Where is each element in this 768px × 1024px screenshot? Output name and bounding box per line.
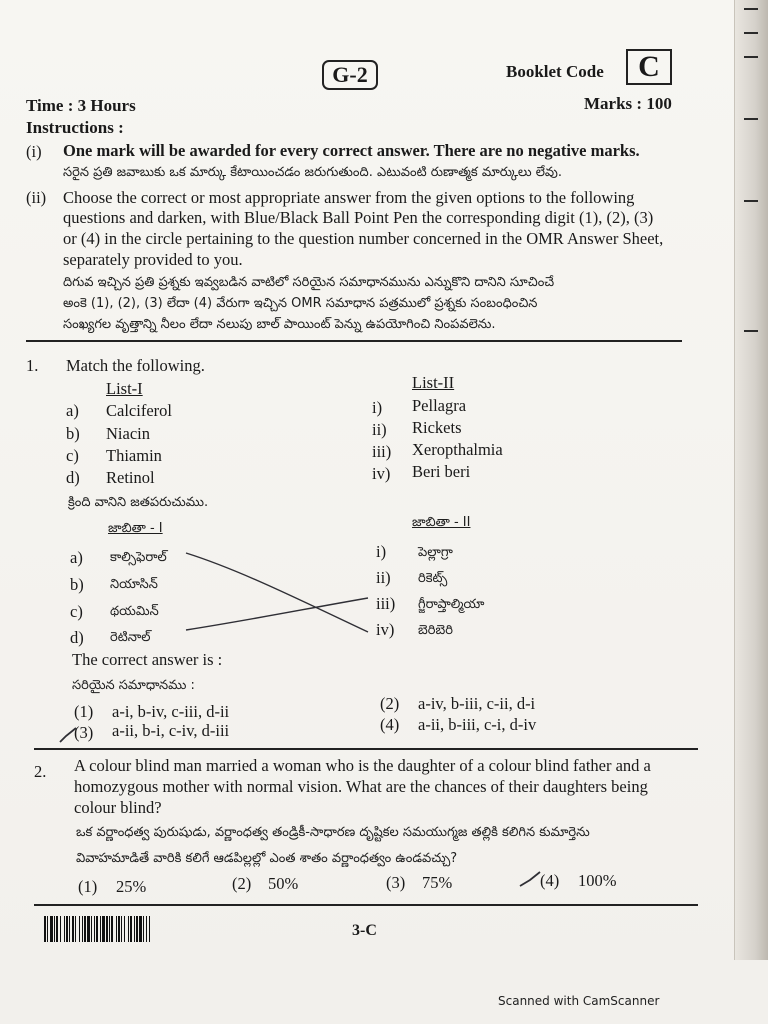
list-2-key: iii) [372, 442, 392, 461]
question-stem-telugu: క్రింది వానిని జతపరుచుము. [68, 495, 209, 510]
option-key: (3) [386, 873, 406, 892]
list-1-key: d) [66, 468, 80, 487]
list-1-key: a) [66, 401, 79, 420]
page-number: 3-C [352, 922, 377, 939]
list-1-item-telugu: కాల్సిఫెరాల్ [110, 550, 167, 565]
list-2-title-telugu: జాబితా - II [412, 515, 471, 530]
list-1-key: c) [70, 602, 83, 621]
correct-answer-label-telugu: సరియైన సమాధానము : [72, 678, 195, 693]
list-2-item-telugu: పెల్లాగ్రా [418, 545, 453, 560]
list-2-title: List-II [412, 373, 455, 392]
list-1-item-telugu: థయమిన్ [110, 604, 159, 619]
list-1-item: Retinol [106, 468, 155, 487]
list-1-key: c) [66, 446, 79, 465]
option-text: 75% [422, 873, 453, 892]
list-2-key: i) [376, 542, 387, 561]
option-text: 25% [116, 877, 147, 896]
exam-time: Time : 3 Hours [26, 96, 136, 115]
option-key: (1) [78, 877, 98, 896]
instructions-title: Instructions : [26, 118, 124, 137]
question-stem: Match the following. [66, 356, 205, 375]
instruction-text: One mark will be awarded for every correct answer. There are no negative marks. [63, 141, 640, 160]
list-2-item: Xeropthalmia [412, 440, 503, 459]
list-1-title: List-I [106, 379, 143, 398]
list-2-item: Beri beri [412, 462, 471, 481]
instruction-text-telugu: అంకె (1), (2), (3) లేదా (4) వేరుగా ఇచ్చిన OMR సమాధాన పత్రములో ప్రశ్నకు సంబంధించిన [63, 296, 538, 311]
correct-answer-label: The correct answer is : [72, 650, 223, 669]
list-2-key: iv) [372, 464, 391, 483]
option-text: a-ii, b-iii, c-i, d-iv [418, 715, 537, 734]
list-2-key: ii) [372, 420, 387, 439]
question-text: colour blind? [74, 798, 162, 817]
booklet-code: C [626, 49, 672, 85]
list-2-item: Rickets [412, 418, 462, 437]
instruction-number: (ii) [26, 188, 47, 207]
instruction-text-telugu: సంఖ్యగల వృత్తాన్ని నీలం లేదా నలుపు బాల్ పాయింట్ పెన్ను ఉపయోగించి నింపవలెను. [63, 317, 496, 332]
instruction-text: questions and darken, with Blue/Black Ball Point Pen the corresponding digit (1), (2), (3) [63, 208, 654, 227]
option-key: (4) [540, 871, 560, 890]
option-key: (3) [74, 723, 94, 742]
list-2-item-telugu: బెరిబెరి [418, 623, 453, 638]
option-text: a-i, b-iv, c-iii, d-ii [112, 702, 230, 721]
question-divider [34, 748, 698, 750]
list-2-item-telugu: గ్జీరాప్తాల్మియా [418, 597, 485, 612]
instruction-text-telugu: దిగువ ఇచ్చిన ప్రతి ప్రశ్నకు ఇవ్వబడిన వాటిలో సరియైన సమాధానమును ఎన్నుకొని దానిని సూచించే [63, 275, 555, 290]
option-key: (2) [232, 874, 252, 893]
paper-code: G-2 [322, 60, 378, 90]
list-1-item: Niacin [106, 424, 150, 443]
exam-marks: Marks : 100 [584, 94, 672, 113]
list-1-key: a) [70, 548, 83, 567]
list-1-item: Calciferol [106, 401, 172, 420]
option-text: 100% [578, 871, 617, 890]
option-key: (1) [74, 702, 94, 721]
question-text-telugu: ఒక వర్ణాంధత్వ పురుషుడు, వర్ణాంధత్వ తండ్రికీ-సాధారణ దృష్టికల సమయుగ్మజ తల్లికి కలిగిన కుమార్తెను [76, 825, 590, 840]
list-1-item-telugu: రెటినాల్ [110, 630, 151, 645]
instruction-number: (i) [26, 142, 42, 161]
instruction-text-telugu: సరైన ప్రతి జవాబుకు ఒక మార్కు కేటాయించడం జరుగుతుంది. ఎటువంటి రుణాత్మక మార్కులు లేవు. [63, 165, 563, 180]
list-2-key: iv) [376, 620, 395, 639]
option-text: a-iv, b-iii, c-ii, d-i [418, 694, 536, 713]
list-2-item: Pellagra [412, 396, 467, 415]
instruction-text: separately provided to you. [63, 250, 243, 269]
list-2-key: i) [372, 398, 383, 417]
scanner-watermark: Scanned with CamScanner [498, 994, 660, 1008]
question-text: A colour blind man married a woman who is the daughter of a colour blind father and a [74, 756, 651, 775]
option-text: 50% [268, 874, 299, 893]
list-2-item-telugu: రికెట్స్ [418, 571, 448, 586]
option-text: a-ii, b-i, c-iv, d-iii [112, 721, 230, 740]
list-1-key: b) [70, 575, 84, 594]
footer-divider [34, 904, 698, 906]
list-1-key: b) [66, 424, 80, 443]
instruction-text: or (4) in the circle pertaining to the question number concerned in the OMR Answer Sheet, [63, 229, 664, 248]
instruction-text: Choose the correct or most appropriate answer from the given options to the following [63, 188, 635, 207]
option-key: (4) [380, 715, 400, 734]
question-text: homozygous mother with normal vision. What are the chances of their daughters being [74, 777, 648, 796]
list-1-item-telugu: నియాసిన్ [110, 577, 158, 592]
option-key: (2) [380, 694, 400, 713]
question-number: 2. [34, 762, 47, 781]
barcode [44, 916, 254, 942]
list-1-item: Thiamin [106, 446, 162, 465]
list-2-key: iii) [376, 594, 396, 613]
question-number: 1. [26, 356, 39, 375]
list-2-key: ii) [376, 568, 391, 587]
list-1-title-telugu: జాబితా - I [108, 521, 163, 536]
barcode-stripe [150, 916, 151, 942]
booklet-code-label: Booklet Code [506, 62, 604, 81]
list-1-key: d) [70, 628, 84, 647]
question-text-telugu: వివాహమాడితే వారికి కలిగే ఆడపిల్లల్లో ఎంత శాతం వర్ణాంధత్వం ఉండవచ్చు? [76, 851, 458, 866]
